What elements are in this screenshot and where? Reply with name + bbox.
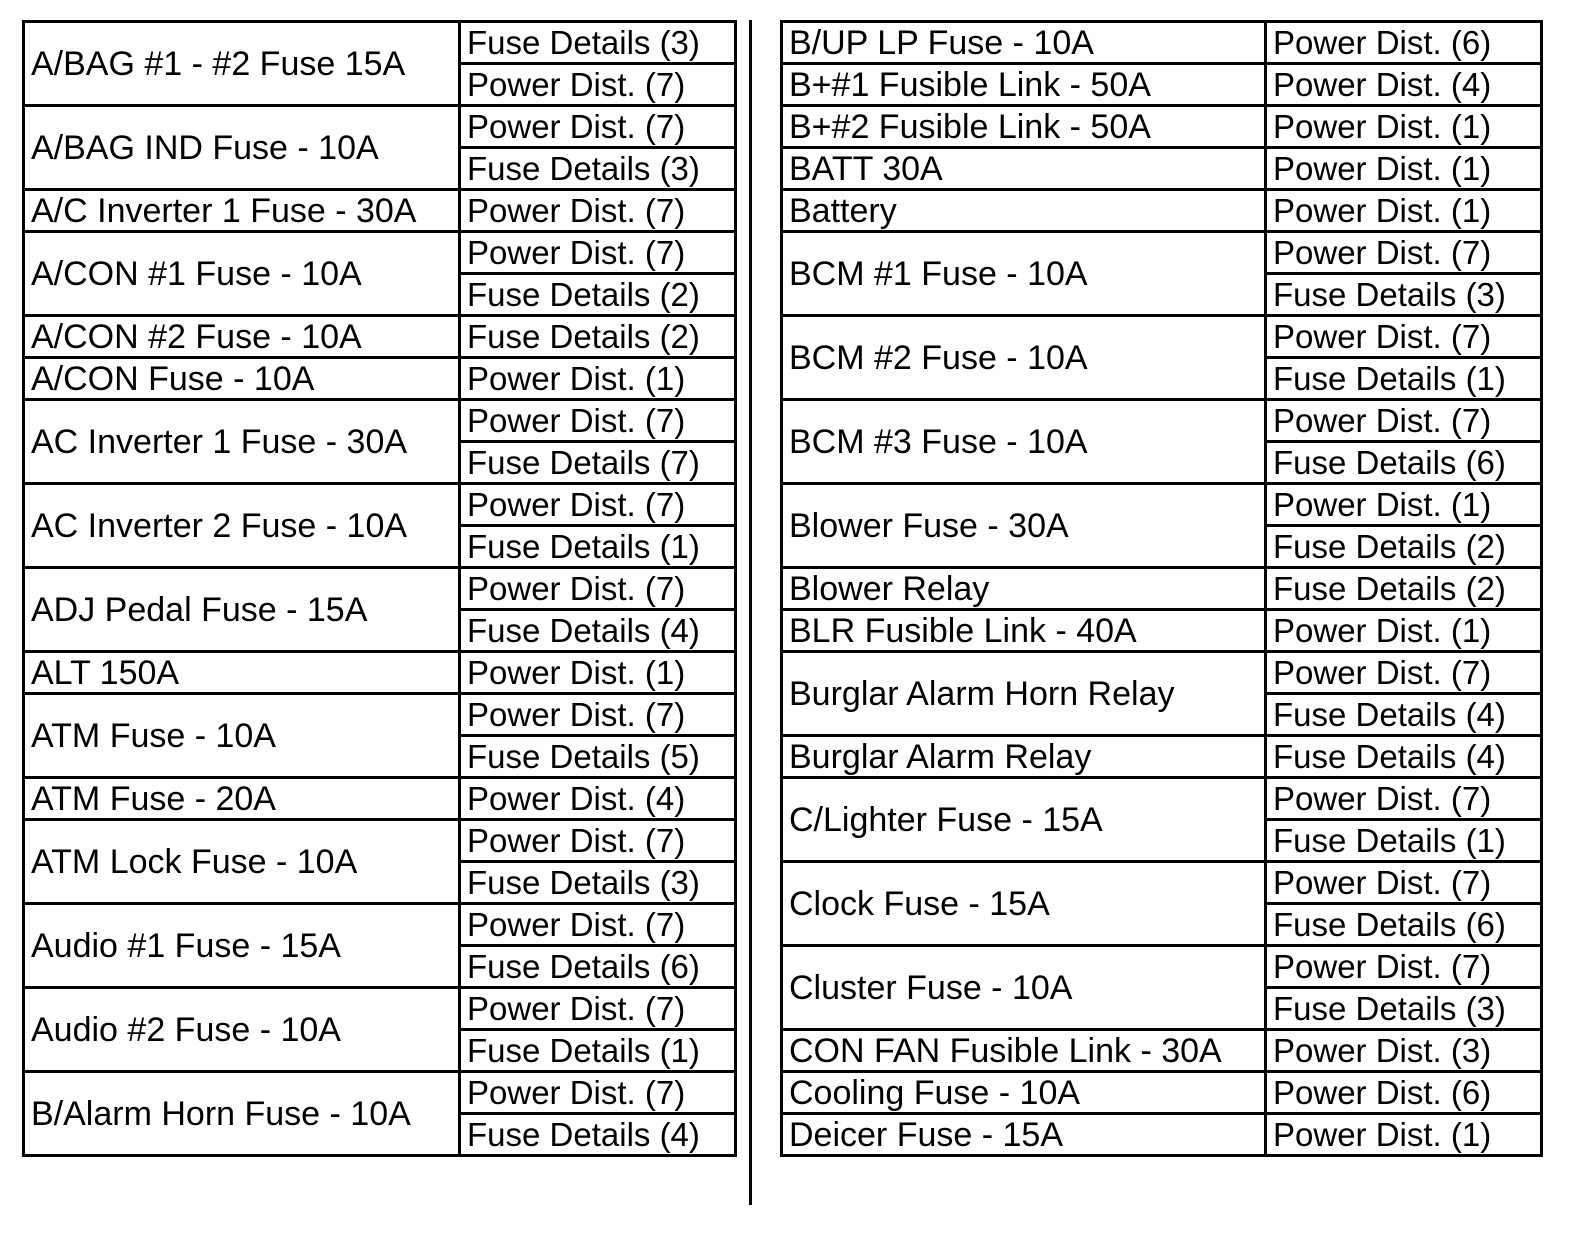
reference-location: Power Dist. (1): [1266, 484, 1542, 526]
component-name: B+#2 Fusible Link - 50A: [782, 106, 1266, 148]
component-name: B/Alarm Horn Fuse - 10A: [24, 1072, 460, 1156]
component-name: BCM #3 Fuse - 10A: [782, 400, 1266, 484]
component-name: ALT 150A: [24, 652, 460, 694]
table-row: [782, 1114, 1542, 1156]
table-row: [24, 232, 736, 274]
component-name: Cluster Fuse - 10A: [782, 946, 1266, 1030]
reference-location: Fuse Details (4): [1266, 694, 1542, 736]
reference-location: Power Dist. (7): [460, 694, 736, 736]
reference-location: Fuse Details (4): [460, 610, 736, 652]
component-name: Audio #1 Fuse - 15A: [24, 904, 460, 988]
table-row: [24, 190, 736, 232]
component-name: A/BAG IND Fuse - 10A: [24, 106, 460, 190]
table-row: [782, 652, 1542, 694]
table-row: [24, 778, 736, 820]
reference-location: Fuse Details (1): [1266, 358, 1542, 400]
reference-location: Power Dist. (6): [1266, 1072, 1542, 1114]
reference-location: Power Dist. (1): [1266, 148, 1542, 190]
reference-location: Power Dist. (1): [1266, 610, 1542, 652]
table-row: [782, 1072, 1542, 1114]
reference-location: Power Dist. (7): [460, 568, 736, 610]
table-row: [782, 106, 1542, 148]
reference-location: Fuse Details (3): [460, 862, 736, 904]
component-name: A/CON Fuse - 10A: [24, 358, 460, 400]
reference-location: Fuse Details (4): [460, 1114, 736, 1156]
reference-location: Power Dist. (7): [460, 232, 736, 274]
component-name: Cooling Fuse - 10A: [782, 1072, 1266, 1114]
table-row: [24, 694, 736, 736]
component-name: C/Lighter Fuse - 15A: [782, 778, 1266, 862]
reference-location: Power Dist. (7): [460, 190, 736, 232]
component-name: ATM Lock Fuse - 10A: [24, 820, 460, 904]
table-row: [782, 316, 1542, 358]
table-row: [782, 148, 1542, 190]
component-name: ADJ Pedal Fuse - 15A: [24, 568, 460, 652]
component-name: ATM Fuse - 20A: [24, 778, 460, 820]
reference-location: Fuse Details (2): [460, 316, 736, 358]
table-row: [24, 568, 736, 610]
table-row: [782, 862, 1542, 904]
reference-location: Power Dist. (7): [460, 400, 736, 442]
reference-location: Power Dist. (7): [460, 64, 736, 106]
component-name: Burglar Alarm Horn Relay: [782, 652, 1266, 736]
table-row: [24, 820, 736, 862]
table-row: [24, 316, 736, 358]
component-name: Blower Fuse - 30A: [782, 484, 1266, 568]
component-name: BLR Fusible Link - 40A: [782, 610, 1266, 652]
component-name: B+#1 Fusible Link - 50A: [782, 64, 1266, 106]
component-name: BATT 30A: [782, 148, 1266, 190]
component-name: B/UP LP Fuse - 10A: [782, 22, 1266, 64]
reference-location: Fuse Details (7): [460, 442, 736, 484]
reference-location: Power Dist. (7): [1266, 778, 1542, 820]
component-name: A/BAG #1 - #2 Fuse 15A: [24, 22, 460, 106]
reference-location: Power Dist. (3): [1266, 1030, 1542, 1072]
table-row: [24, 904, 736, 946]
table-row: [782, 232, 1542, 274]
reference-location: Fuse Details (3): [460, 22, 736, 64]
reference-location: Fuse Details (3): [1266, 274, 1542, 316]
reference-location: Power Dist. (7): [1266, 862, 1542, 904]
reference-location: Fuse Details (2): [1266, 526, 1542, 568]
column-divider: [749, 20, 752, 1205]
reference-location: Power Dist. (7): [1266, 652, 1542, 694]
reference-location: Power Dist. (7): [1266, 316, 1542, 358]
reference-location: Power Dist. (4): [1266, 64, 1542, 106]
component-name: Battery: [782, 190, 1266, 232]
reference-location: Power Dist. (6): [1266, 22, 1542, 64]
table-row: [782, 484, 1542, 526]
fuse-index-table-left: [22, 20, 737, 1157]
reference-location: Power Dist. (7): [1266, 232, 1542, 274]
table-row: [782, 190, 1542, 232]
reference-location: Fuse Details (3): [460, 148, 736, 190]
table-row: [24, 988, 736, 1030]
fuse-index-table-right: [780, 20, 1543, 1157]
table-row: [782, 610, 1542, 652]
table-row: [24, 22, 736, 64]
reference-location: Power Dist. (1): [1266, 106, 1542, 148]
reference-location: Power Dist. (7): [460, 106, 736, 148]
table-row: [782, 1030, 1542, 1072]
component-name: Audio #2 Fuse - 10A: [24, 988, 460, 1072]
table-row: [24, 652, 736, 694]
reference-location: Fuse Details (1): [1266, 820, 1542, 862]
table-row: [782, 64, 1542, 106]
reference-location: Power Dist. (1): [460, 358, 736, 400]
component-name: BCM #2 Fuse - 10A: [782, 316, 1266, 400]
table-row: [24, 358, 736, 400]
reference-location: Power Dist. (7): [1266, 400, 1542, 442]
table-row: [782, 400, 1542, 442]
reference-location: Power Dist. (1): [1266, 190, 1542, 232]
component-name: A/C Inverter 1 Fuse - 30A: [24, 190, 460, 232]
component-name: Blower Relay: [782, 568, 1266, 610]
component-name: AC Inverter 2 Fuse - 10A: [24, 484, 460, 568]
reference-location: Power Dist. (7): [460, 904, 736, 946]
reference-location: Fuse Details (2): [1266, 568, 1542, 610]
reference-location: Fuse Details (2): [460, 274, 736, 316]
table-row: [24, 106, 736, 148]
component-name: A/CON #2 Fuse - 10A: [24, 316, 460, 358]
reference-location: Power Dist. (1): [1266, 1114, 1542, 1156]
component-name: ATM Fuse - 10A: [24, 694, 460, 778]
reference-location: Fuse Details (6): [1266, 904, 1542, 946]
table-row: [782, 22, 1542, 64]
component-name: BCM #1 Fuse - 10A: [782, 232, 1266, 316]
component-name: A/CON #1 Fuse - 10A: [24, 232, 460, 316]
reference-location: Power Dist. (7): [460, 484, 736, 526]
table-row: [24, 484, 736, 526]
component-name: Clock Fuse - 15A: [782, 862, 1266, 946]
reference-location: Power Dist. (7): [1266, 946, 1542, 988]
table-row: [24, 400, 736, 442]
reference-location: Fuse Details (3): [1266, 988, 1542, 1030]
reference-location: Power Dist. (1): [460, 652, 736, 694]
reference-location: Fuse Details (1): [460, 526, 736, 568]
component-name: Burglar Alarm Relay: [782, 736, 1266, 778]
reference-location: Fuse Details (6): [460, 946, 736, 988]
reference-location: Power Dist. (7): [460, 820, 736, 862]
reference-location: Fuse Details (6): [1266, 442, 1542, 484]
reference-location: Power Dist. (4): [460, 778, 736, 820]
table-row: [782, 946, 1542, 988]
reference-location: Fuse Details (5): [460, 736, 736, 778]
table-row: [782, 736, 1542, 778]
reference-location: Fuse Details (4): [1266, 736, 1542, 778]
table-row: [782, 568, 1542, 610]
component-name: AC Inverter 1 Fuse - 30A: [24, 400, 460, 484]
component-name: CON FAN Fusible Link - 30A: [782, 1030, 1266, 1072]
table-row: [782, 778, 1542, 820]
reference-location: Power Dist. (7): [460, 1072, 736, 1114]
component-name: Deicer Fuse - 15A: [782, 1114, 1266, 1156]
reference-location: Power Dist. (7): [460, 988, 736, 1030]
table-row: [24, 1072, 736, 1114]
reference-location: Fuse Details (1): [460, 1030, 736, 1072]
